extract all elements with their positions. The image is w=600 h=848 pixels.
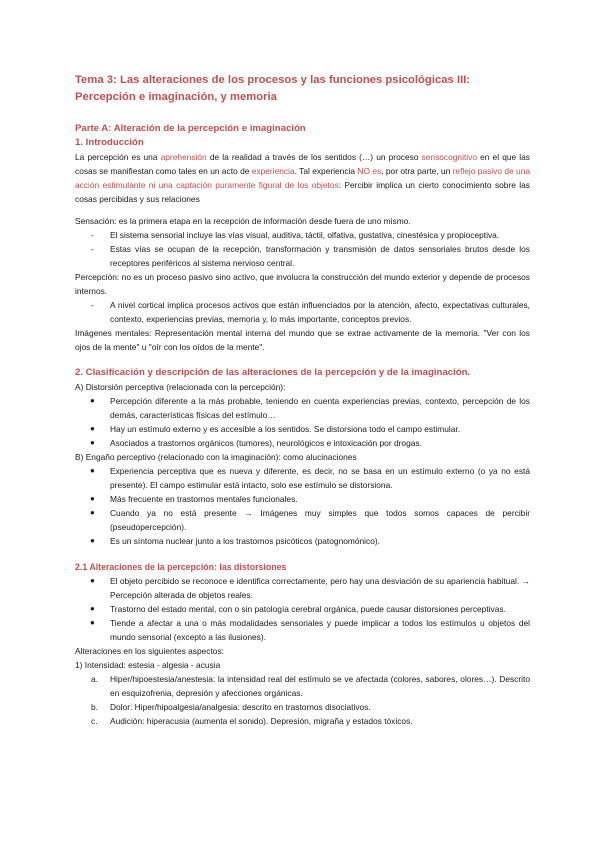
dot-bullet: ● — [90, 508, 95, 517]
highlight-experiencia: experiencia — [251, 166, 295, 176]
list-item: - A nivel cortical implica procesos activos que están influenciados por la atención, afecto, expectativas culturales, contexto, experiencias previas, memoria y, lo más importante, conceptos previos. — [91, 300, 530, 324]
list-item: ● Cuando ya no está presente → Imágenes muy simples que todos somos capaces de percibir (pseudopercepción). — [90, 508, 530, 532]
list-marker: b. — [91, 702, 98, 712]
engano-label: B) Engaño perceptivo (relacionado con la imaginación): como alucinaciones — [75, 452, 357, 462]
intensidad-list — [75, 672, 530, 728]
document-page — [75, 72, 530, 728]
percepcion-list — [75, 298, 530, 326]
sensacion-list — [75, 228, 530, 270]
list-item: - Estas vías se ocupan de la recepción, transformación y transmisión de datos sensoriales brutos desde los receptores periféricos al sistema nervioso central. — [91, 244, 530, 268]
list-item: ● Es un síntoma nuclear junto a los trastornos psicóticos (patognomónico). — [90, 536, 380, 546]
list-marker: a. — [91, 674, 98, 684]
dot-bullet: ● — [90, 396, 95, 405]
list-marker: c. — [91, 716, 98, 726]
list-item: ● Experiencia perceptiva que es nueva y diferente, es decir, no se basa en un estímulo externo (o ya no está presente). El campo estimular está intacto, solo ese estímulo se distorsiona. — [90, 466, 530, 490]
dash-bullet: - — [91, 244, 94, 254]
highlight-no-es: NO es — [357, 166, 382, 176]
dash-bullet: - — [91, 230, 94, 240]
percepcion-definition: Percepción: no es un proceso pasivo sino activo, que involucra la construcción del mundo exterior y depende de procesos internos. — [75, 272, 530, 296]
distorsion-label: A) Distorsión perceptiva (relacionada con la percepción): — [75, 382, 286, 392]
list-item: a. Hiper/hipoestesia/anestesia: la intensidad real del estímulo se ve afectada (colores, sabores, olores…). Descrito en esquizofrenia, depresión y afecciones orgánicas. — [91, 674, 530, 698]
list-item: ● El objeto percibido se reconoce e identifica correctamente, pero hay una desviación de su apariencia habitual. → Percepción alterada de objetos reales. — [90, 576, 530, 600]
list-item: c. Audición: hiperacusia (aumenta el sonido). Depresión, migraña y estados tóxicos. — [91, 716, 413, 726]
dot-bullet: ● — [90, 576, 95, 585]
list-item: ● Hay un estímulo externo y es accesible a los sentidos. Se distorsiona todo el campo estimular. — [90, 424, 461, 434]
dot-bullet: ● — [90, 438, 95, 447]
dot-bullet: ● — [90, 604, 95, 613]
highlight-reflejo-pasivo: reflejo pasivo de una acción estimulante ni una captación puramente figural de los objetos — [75, 166, 531, 190]
list-item: - El sistema sensorial incluye las vías visual, auditiva, táctil, olfativa, gustativa, cinestésica y propioceptiva. — [91, 230, 500, 240]
distorsion-list — [75, 394, 530, 450]
list-item: ● Tiende a afectar a una o más modalidades sensoriales y puede implicar a todos los estímulos u objetos del mundo sensorial (excepto a las ilusiones). — [90, 618, 530, 642]
engano-list — [75, 464, 530, 548]
highlight-sensocognitivo: sensocognitivo — [421, 152, 477, 162]
dot-bullet: ● — [90, 536, 95, 545]
intro-heading: 1. Introducción — [75, 137, 144, 148]
list-item: ● Asociados a trastornos orgánicos (tumores), neurológicos e intoxicación por drogas. — [90, 438, 422, 448]
list-item: ● Trastorno del estado mental, con o sin patología cerebral orgánica, puede causar distorsiones perceptivas. — [90, 604, 506, 614]
subsection-2-1-heading: 2.1 Alteraciones de la percepción: las distorsiones — [75, 562, 287, 572]
distortions-list — [75, 574, 530, 644]
list-item: ● Percepción diferente a la más probable, teniendo en cuenta experiencias previas, contexto, percepción de los demás, características físicas del estímulo… — [90, 396, 530, 420]
list-item: ● Más frecuente en trastornos mentales funcionales. — [90, 494, 298, 504]
dash-bullet: - — [91, 300, 94, 310]
highlight-aprehension: aprehensión — [160, 152, 207, 162]
dot-bullet: ● — [90, 424, 95, 433]
dot-bullet: ● — [90, 494, 95, 503]
dot-bullet: ● — [90, 466, 95, 475]
sensacion-definition: Sensación: es la primera etapa en la recepción de información desde fuera de uno mismo. — [75, 216, 411, 226]
intro-paragraph: La percepción es una aprehensión de la realidad a través de los sentidos (…) un proceso sensocognitivo en el que las cosas se manifiestan como tales en un acto de experiencia. Tal experiencia NO es, por otra parte, un reflejo pasivo de una acción estimulante ni una captación puramente figural de los objetos: Percibir implica un cierto conocimiento sobre las cosas percibidas y sus relaciones — [75, 152, 531, 204]
alteraciones-label: Alteraciones en los siguientes aspectos: — [75, 646, 224, 656]
document-title: Tema 3: Las alteraciones de los procesos y las funciones psicológicas III: Percepción e imaginación, y memoria — [75, 74, 471, 103]
intensidad-label: 1) Intensidad: estesia - algesia - acusia — [75, 660, 221, 670]
section-2-heading: 2. Clasificación y descripción de las alteraciones de la percepción y de la imaginación. — [75, 367, 471, 378]
part-a-heading: Parte A: Alteración de la percepción e imaginación — [75, 123, 306, 134]
imagenes-definition: Imágenes mentales: Representación mental interna del mundo que se extrae activamente de la memoria. "Ver con los ojos de la mente" u "oír con los oídos de la mente". — [75, 328, 530, 352]
list-item: b. Dolor: Hiper/hipoalgesia/analgesia: descrito en trastornos disociativos. — [91, 702, 371, 712]
dot-bullet: ● — [90, 618, 95, 627]
